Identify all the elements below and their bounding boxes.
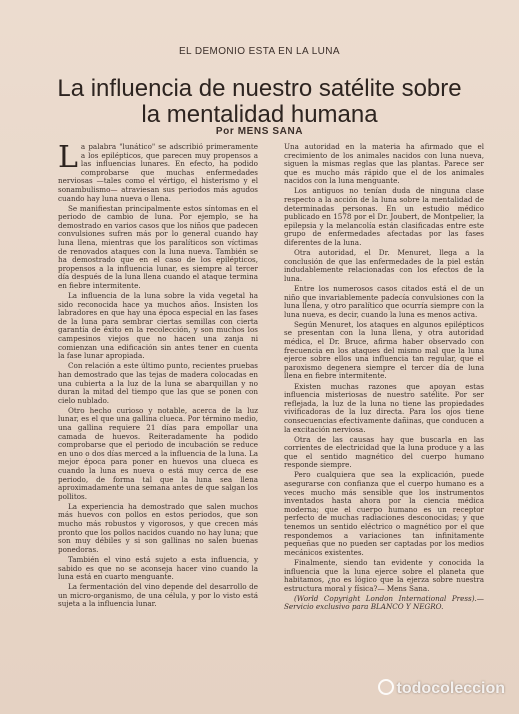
left-column xyxy=(58,140,258,610)
paragraph: Se manifiestan principalmente estos síntomas en el periodo de cambio de luna. Por ejemplo, se ha demostrado en varios casos que los niños que padecen convulsiones sufren más por lo general cuando hay luna llena, mientras que los paralíticos son víctimas de renovados ataques con la luna nueva. También se ha demostrado que en el caso de los epilépticos, propensos a la influencia lunar, es siempre al tercer día después de la luna llena cuando el ataque termina en fiebre intermitente. xyxy=(58,203,258,290)
copyright-credit: (World Copyright London International Press).— Servicio exclusivo para BLANCO Y NEGRO. xyxy=(284,593,484,612)
headline-line-2: la mentalidad humana xyxy=(141,101,378,128)
paragraph: Otro hecho curioso y notable, acerca de la luz lunar, es el que una gallina clueca. Por término medio, una gallina requiere 21 días para empollar una camada de huevos. Reiteradamente ha podido comprobarse que el periodo de incubación se reduce en uno o dos días merced a la influencia de la luna. La mejor época para poner en huevos una clueca es cuando la luna es nueva o está muy cerca de ese periodo, de forma tal que la luna sea llena aproximadamente una semana antes de que salgan los pollitos. xyxy=(58,405,258,501)
paragraph: Pero cualquiera que sea la explicación, puede asegurarse con confianza que el cuerpo humano es a veces mucho más sensible que los instrumentos inventados hasta ahora por la ciencia médica moderna; que el cuerpo humano es un receptor perfecto de muchas radiaciones desconocidas; y que tenemos un sentido eléctrico o magnético por el que respondemos a variaciones tan infinitamente pequeñas que no pueden ser captadas por los medios mecánicos existentes. xyxy=(284,470,484,557)
drop-cap: L xyxy=(58,140,78,175)
right-column xyxy=(284,143,484,613)
paragraph: Con relación a este último punto, recientes pruebas han demostrado que las tejas de madera colocadas en una cubierta a la luz de la luna se abarquillan y no duran la mitad del tiempo que las que se ponen con cielo nublado. xyxy=(58,361,258,405)
section-kicker: EL DEMONIO ESTA EN LA LUNA xyxy=(178,46,340,57)
watermark-icon xyxy=(378,679,394,695)
paragraph: Los antiguos no tenían duda de ninguna clase respecto a la acción de la luna sobre la mentalidad de determinadas personas. En un estudio médico publicado en 1578 por el Dr. Joubert, de Montpelier, la epilepsia y la melancolía están clasificadas entre este grupo de enfermedades afectadas por las fases diferentes de la luna. xyxy=(284,186,484,248)
paragraph: Según Menuret, los ataques en algunos epilépticos se presentan con la luna llena, y otra autoridad médica, el Dr. Bruce, afirma haber observado con frecuencia en los ataques del mismo mal que la luna ejerce sobre ellos una influencia tan regular, que el paroxismo degenera siempre el tercer día de luna llena en fiebre intermitente. xyxy=(284,319,484,381)
paragraph: También el vino está sujeto a esta influencia, y sabido es que no se aconseja hacer vino cuando la luna está en cuarto menguante. xyxy=(58,554,258,582)
watermark-text: todocoleccion xyxy=(396,680,505,697)
paragraph: Otra de las causas hay que buscarla en las corrientes de electricidad que la luna produce y a las que el sentido magnético del cuerpo humano responde siempre. xyxy=(284,434,484,470)
article-headline xyxy=(0,76,519,128)
paragraph: Finalmente, siendo tan evidente y conocida la influencia que la luna ejerce sobre el planeta que habitamos, ¿no es lógico que la ejerza sobre nuestra estructura moral y física?— Mens Sana. xyxy=(284,557,484,593)
paragraph: La experiencia ha demostrado que salen muchos más huevos con pollos en estos periodos, que son mucho más robustos y vigorosos, y que crecen más pronto que los pollos nacidos cuando no hay luna; que son muy débiles y si son gallinas no salen buenas ponedoras. xyxy=(58,501,258,554)
paragraph: La palabra "lunático" se adscribió primeramente a los epilépticos, que parecen muy propensos a las influencias lunares. En efecto, ha podido comprobarse que muchas enfermedades nerviosas —tales como el vértigo, el histerismo y el sonambulismo— atraviesan sus periodos más agudos cuando hay luna nueva o llena. xyxy=(58,140,258,203)
paragraph: Otra autoridad, el Dr. Menuret, llega a la conclusión de que las enfermedades de la piel están indudablemente relacionadas con los efectos de la luna. xyxy=(284,248,484,283)
byline: Por MENS SANA xyxy=(215,126,304,137)
paragraph: Una autoridad en la materia ha afirmado que el crecimiento de los animales nacidos con luna nueva, siguen la mismas reglas que las plantas. Parece ser que es mucho más rápido que el de los animales nacidos con la luna menguante. xyxy=(284,142,484,186)
paragraph: La influencia de la luna sobre la vida vegetal ha sido reconocida hace ya muchos años. Insisten los labradores en que hay una época especial en las fases de la luna para sembrar ciertas semillas con cierta garantía de éxito en la recolección, y son muchos los campesinos viejos que no hacen una zanja ni comienzan una edificación sin antes tener en cuenta la fase lunar apropiada. xyxy=(58,291,258,361)
paragraph: Existen muchas razones que apoyan estas influencia misteriosas de nuestro satélite. Por ser reflejada, la luz de la luna no tiene las propiedades vivificadoras de la luz directa. Para los ojos tiene consecuencias efectivamente dañinas, que conducen a la excitación nerviosa. xyxy=(284,381,484,434)
headline-line-1: La influencia de nuestro satélite sobre xyxy=(57,75,462,102)
watermark-logo xyxy=(378,679,505,698)
paragraph: Entre los numerosos casos citados está el de un niño que invariablemente padecía convulsiones con la luna llena, y otro paralítico que ocurría siempre con la luna nueva, es decir, cuando la luna es menos activa. xyxy=(284,284,484,319)
paragraph: La fermentación del vino depende del desarrollo de un micro-organismo, de una célula, y por lo visto está sujeta a la influencia lunar. xyxy=(58,582,258,609)
